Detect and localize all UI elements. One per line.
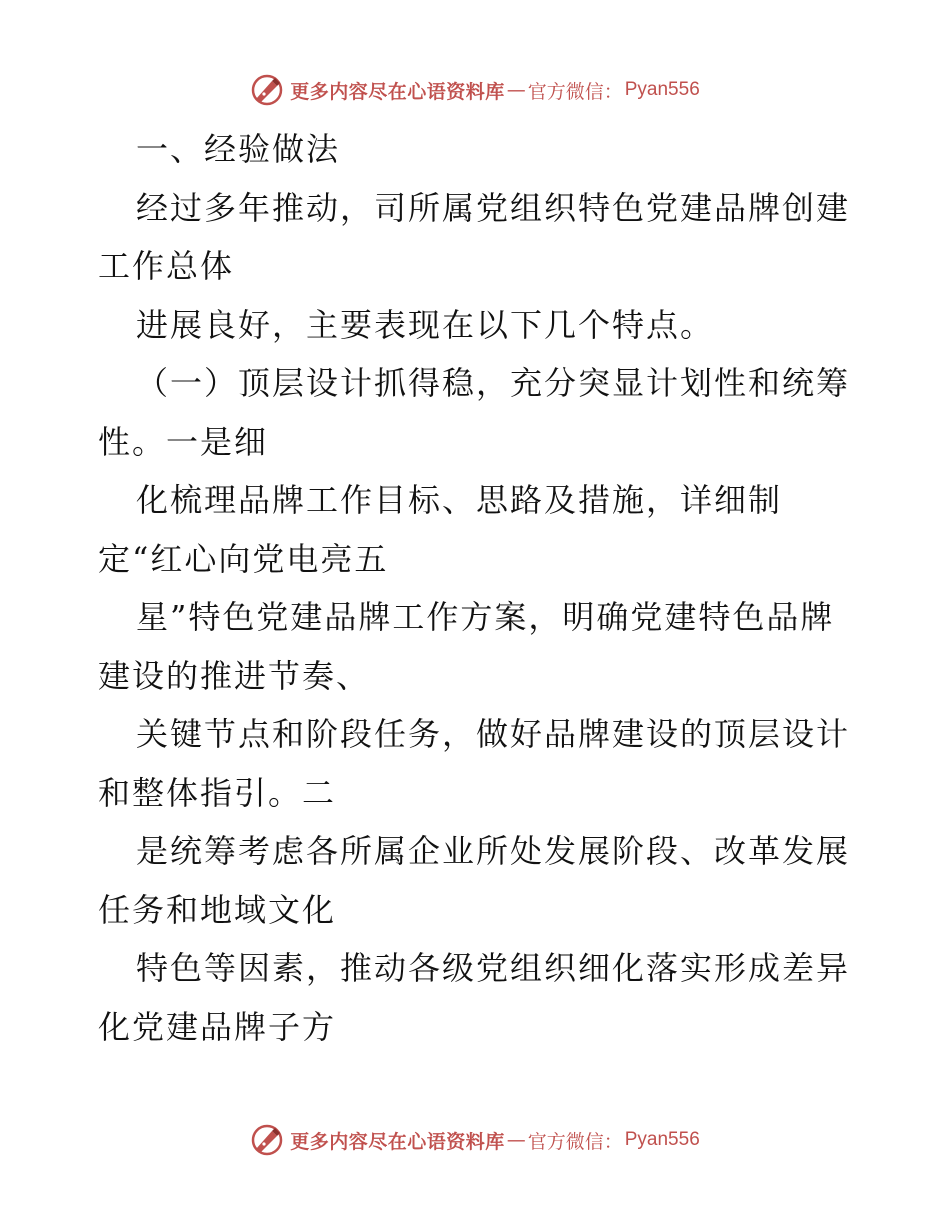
body-line: 和整体指引。二 (98, 773, 337, 812)
body-line: 工作总体 (98, 247, 235, 285)
body-line: 经过多年推动，司所属党组织特色党建品牌创建 (136, 188, 851, 227)
header-watermark-banner (0, 70, 950, 110)
body-line: 星”特色党建品牌工作方案，明确党建特色品牌 (136, 598, 835, 636)
pen-nib-logo-icon (250, 73, 284, 107)
body-line: 性。一是细 (98, 422, 269, 461)
body-line: 化梳理品牌工作目标、思路及措施，详细制 (136, 481, 783, 519)
body-line: 一、经验做法 (136, 130, 341, 168)
body-line: 进展良好，主要表现在以下几个特点。 (136, 305, 715, 344)
body-line: 特色等因素，推动各级党组织细化落实形成差异 (136, 949, 851, 987)
watermark-dash: — (506, 1129, 526, 1151)
watermark-site-name: 更多内容尽在心语资料库 (290, 80, 505, 103)
watermark-official-label: 官方微信： (527, 80, 623, 103)
watermark-site-name: 更多内容尽在心语资料库 (290, 1130, 505, 1153)
watermark-account: Pyan556 (624, 79, 700, 100)
body-line: 定“红心向党电亮五 (98, 539, 389, 578)
body-line: 建设的推进节奏、 (98, 656, 371, 695)
body-line: 任务和地域文化 (98, 890, 337, 929)
body-line: 关键节点和阶段任务，做好品牌建设的顶层设计 (136, 715, 851, 753)
watermark-account: Pyan556 (624, 1129, 700, 1150)
watermark-official-label: 官方微信： (527, 1130, 623, 1153)
watermark-dash: — (506, 79, 526, 101)
body-line: 是统筹考虑各所属企业所处发展阶段、改革发展 (136, 832, 851, 870)
footer-watermark-banner (0, 1120, 950, 1160)
body-line: （一）顶层设计抓得稳，充分突显计划性和统筹 (136, 364, 851, 402)
body-line: 化党建品牌子方 (98, 1007, 337, 1046)
document-body (98, 120, 858, 1056)
pen-nib-logo-icon (250, 1123, 284, 1157)
